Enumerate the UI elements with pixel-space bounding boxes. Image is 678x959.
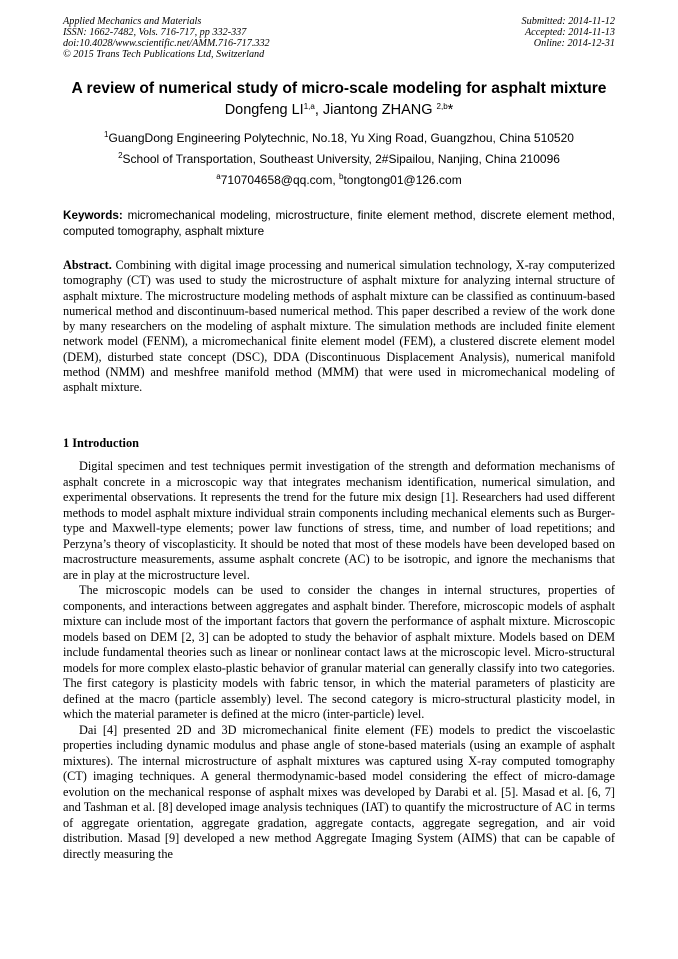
author-1: Dongfeng LI <box>224 102 304 118</box>
author-emails <box>0 173 678 187</box>
affiliation-1 <box>0 131 678 145</box>
journal-name: Applied Mechanics and Materials <box>63 16 202 27</box>
affiliation-2-mark: 2 <box>118 151 123 160</box>
keywords-text: micromechanical modeling, microstructure, finite element method, discrete element method, computed tomography, asphalt mixture <box>63 209 615 238</box>
email-b: tongtong01@126.com <box>343 173 462 187</box>
paragraph: Digital specimen and test techniques permit investigation of the strength and deformation mechanisms of asphalt concrete in a microscopic way that integrates mechanism identification, numerical simulation, and experimental observations. It represents the trend for the future mix design [1]. Researchers had used different methods to model asphalt mixture individual strain components including mechanical elements such as Burger-type and Maxwell-type elements; power law functions of stress, time, and number of load repetitions; and Perzyna’s theory of viscoplasticity. It should be noted that most of these models have been developed based on macrostructure measurements, assume asphalt concrete (AC) to be isotropic, and ignore the mechanisms that are in play at the microstructure level. <box>63 459 615 582</box>
keywords <box>63 208 615 239</box>
affiliation-2-text: School of Transportation, Southeast University, 2#Sipailou, Nanjing, China 210096 <box>122 152 560 166</box>
email-b-mark: b <box>339 172 344 181</box>
issn-line: ISSN: 1662-7482, Vols. 716-717, pp 332-337 <box>63 27 247 38</box>
author-2: Jiantong ZHANG <box>322 102 433 118</box>
introduction-body <box>63 459 615 862</box>
doi-line: doi:10.4028/www.scientific.net/AMM.716-717.332 <box>63 38 270 49</box>
copyright-line: © 2015 Trans Tech Publications Ltd, Switzerland <box>63 49 265 60</box>
author-1-affiliation-mark: 1,a <box>303 102 315 111</box>
author-2-affiliation-mark: 2,b <box>436 102 448 111</box>
affiliation-2 <box>0 152 678 166</box>
author-separator: , <box>314 102 323 118</box>
keywords-label: Keywords: <box>63 209 123 222</box>
abstract-text: Combining with digital image processing and numerical simulation technology, X-ray computerized tomography (CT) was used to study the microstructure of asphalt mixture for analyzing internal structure of asphalt mixture. The microstructure modeling methods of asphalt mixture can be classified as continuum-based numerical method and discontinuum-based numerical method. This paper described a review of the work done by many researchers on the modeling of asphalt mixture. The simulation methods are included finite element network model (FENM), a micromechanical finite element model (FEM), a clustered discrete element model (DEM), disturbed state concept (DSC), DDA (Discontinuous Displacement Analysis), numerical manifold method (NMM) and meshfree manifold method (MMM) that were used in micromechanical modeling of asphalt mixture. <box>63 258 615 395</box>
corresponding-author-mark: * <box>447 102 454 118</box>
email-a-mark: a <box>216 172 221 181</box>
affiliation-1-text: GuangDong Engineering Polytechnic, No.18, Yu Xing Road, Guangzhou, China 510520 <box>108 131 574 145</box>
submission-dates <box>522 16 615 49</box>
online-date: Online: 2014-12-31 <box>533 38 615 49</box>
submitted-date: Submitted: 2014-11-12 <box>521 16 615 27</box>
paragraph: The microscopic models can be used to consider the changes in internal structures, properties of components, and interactions between aggregates and asphalt binder. Therefore, microscopic models of asphalt mixture can include most of the important factors that govern the performance of asphalt mixture. Microscopic models based on DEM [2, 3] can be adopted to study the behavior of asphalt mixture. Models based on DEM include fundamental theories such as linear or nonlinear contact laws at the microscopic level. Micro-structural models for more complex elasto-plastic behavior of granular material can generally classify into two categories. The first category is plasticity models with fabric tensor, in which the material parameters of plasticity are defined at the macro (particle assembly) level. The second category is micro-structural plasticity model, in which the material parameter is defined at the micro (inter-particle) level. <box>63 583 615 721</box>
email-a: 710704658@qq.com, <box>220 173 339 187</box>
paper-title: A review of numerical study of micro-scale modeling for asphalt mixture <box>71 80 607 97</box>
author-line <box>0 102 678 118</box>
accepted-date: Accepted: 2014-11-13 <box>524 27 615 38</box>
abstract-label: Abstract. <box>63 258 112 272</box>
abstract <box>63 258 615 396</box>
section-heading-introduction: 1 Introduction <box>63 436 139 450</box>
paragraph: Dai [4] presented 2D and 3D micromechanical finite element (FE) models to predict the viscoelastic properties including dynamic modulus and phase angle of stone-based materials (using an example of asphalt mixtures). The internal microstructure of asphalt mixtures was captured using X-ray computed tomography (CT) imaging techniques. A general thermodynamic-based model considering the effect of micro-damage evolution on the mechanical response of asphalt mixes was developed by Darabi et al. [5]. Masad et al. [6, 7] and Tashman et al. [8] developed image analysis techniques (IAT) to quantify the microstructure of AC in terms of aggregate orientation, aggregate gradation, aggregate contacts, aggregate segregation, and air void distribution. Masad [9] developed a new method Aggregate Imaging System (AIMS) that can be capable of directly measuring the <box>63 722 615 861</box>
journal-info <box>63 16 270 60</box>
affiliation-1-mark: 1 <box>104 130 109 139</box>
